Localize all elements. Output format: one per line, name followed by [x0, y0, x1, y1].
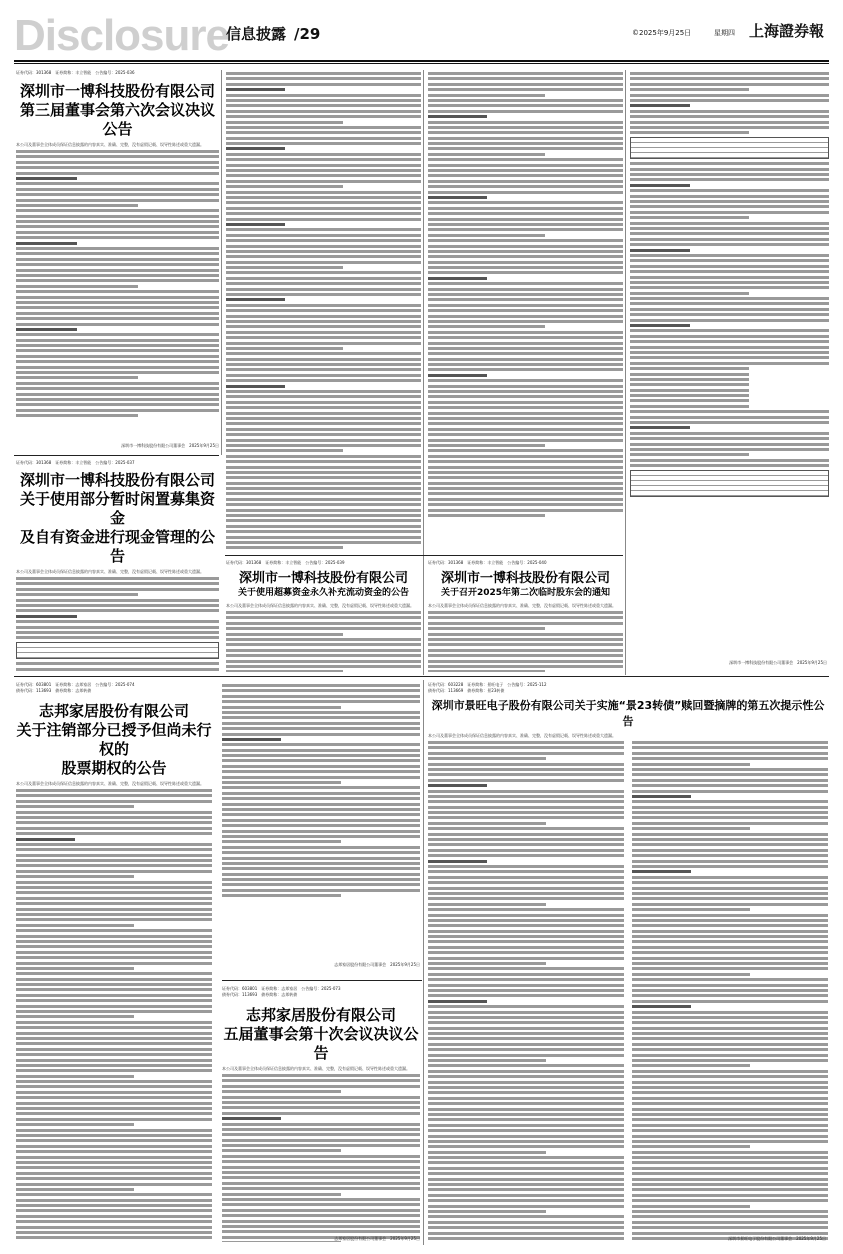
- column-divider: [423, 680, 424, 1245]
- article-stock-options: [16, 682, 212, 1242]
- signature: 深圳市一博科技股份有限公司董事会 2025年9月25日: [729, 660, 827, 665]
- article-continuation: [630, 70, 829, 630]
- article-continuation: [428, 70, 623, 550]
- masthead: [14, 8, 829, 64]
- signature: 志邦家居股份有限公司董事会 2025年9月25日: [334, 1236, 420, 1241]
- article-title: 关于注销部分已授予但尚未行权的: [16, 721, 212, 758]
- article-title: 关于召开2025年第二次临时股东会的通知: [440, 588, 611, 598]
- column-divider: [423, 70, 424, 675]
- article-body: [428, 611, 623, 672]
- article-title: 志邦家居股份有限公司: [38, 702, 189, 720]
- disclaimer: 本公司及董事会全体成员保证信息披露的内容真实、准确、完整，没有虚假记载、误导性陈述或重大遗漏。: [428, 733, 616, 738]
- article-body: [222, 684, 420, 972]
- disclaimer: 本公司及董事会全体成员保证信息披露的内容真实、准确、完整，没有虚假记载、误导性陈述或重大遗漏。: [16, 781, 204, 786]
- article-divider: [225, 555, 623, 556]
- signature: 深圳市一博科技股份有限公司董事会 2025年9月25日: [121, 443, 219, 448]
- data-table: [630, 137, 829, 159]
- section-title: 信息披露: [226, 25, 287, 43]
- article-body: [630, 72, 829, 630]
- brand-logo: Disclosure: [14, 11, 229, 60]
- issue-weekday: 星期四: [714, 29, 735, 37]
- article-title: 关于使用超募资金永久补充流动资金的公告: [237, 588, 409, 598]
- stock-code-line: 证券代码：301368 证券简称：丰立智能 公告编号：2025-036: [16, 70, 135, 75]
- article-body: [226, 72, 421, 550]
- page-number: /29: [294, 25, 321, 43]
- article-body: [226, 611, 421, 672]
- article-divider: [14, 455, 219, 456]
- article-body: [16, 150, 219, 450]
- article-continuation: [222, 682, 420, 972]
- column-divider: [221, 70, 222, 455]
- article-title: 深圳市一博科技股份有限公司: [19, 82, 215, 100]
- bond-code-line: 债券代码：113693 债券简称：志邦转债: [16, 688, 92, 693]
- masthead-rule: [14, 60, 829, 62]
- article-title: 及自有资金进行现金管理的公告: [19, 528, 215, 565]
- article-title: 股票期权的公告: [61, 759, 167, 777]
- article-title: 志邦家居股份有限公司: [245, 1006, 396, 1024]
- article-over-raised-funds: [226, 560, 421, 672]
- article-title: 深圳市一博科技股份有限公司: [19, 471, 215, 489]
- article-board-resolution-zbom: [222, 986, 420, 1242]
- stock-code-line: 证券代码：301368 证券简称：丰立智能 公告编号：2025-040: [428, 560, 547, 565]
- article-cash-management: [16, 460, 219, 672]
- article-divider: [222, 980, 422, 981]
- signature: 深圳市景旺电子股份有限公司董事会 2025年9月25日: [728, 1236, 826, 1241]
- article-title: 五届董事会第十次会议决议公告: [223, 1025, 419, 1062]
- stock-code-line: 证券代码：301368 证券简称：丰立智能 公告编号：2025-039: [226, 560, 345, 565]
- article-continuation: [226, 70, 421, 550]
- article-body: [428, 739, 828, 1242]
- article-board-resolution: [16, 70, 219, 450]
- bond-code-line: 债券代码：113669 债券简称：景23转债: [428, 688, 505, 693]
- stock-code-line: 证券代码：603228 证券简称：景旺电子 公告编号：2025-112: [428, 682, 547, 687]
- disclaimer: 本公司及董事会全体成员保证信息披露的内容真实、准确、完整，没有虚假记载、误导性陈述或重大遗漏。: [226, 603, 414, 608]
- section-divider: [14, 676, 829, 677]
- newspaper-name: 上海證券報: [749, 22, 825, 40]
- data-table: [630, 470, 829, 497]
- article-body: [16, 577, 219, 672]
- data-table: [16, 642, 219, 659]
- disclaimer: 本公司及董事会全体成员保证信息披露的内容真实、准确、完整，没有虚假记载、误导性陈述或重大遗漏。: [16, 569, 204, 574]
- article-title: 深圳市景旺电子股份有限公司关于实施“景23转债”赎回暨摘牌的第五次提示性公告: [431, 699, 825, 728]
- article-title: 关于使用部分暂时闲置募集资金: [19, 490, 215, 527]
- stock-code-line: 证券代码：603801 证券简称：志邦家居 公告编号：2025-073: [222, 986, 341, 991]
- issue-date: ©2025年9月25日: [632, 29, 692, 37]
- stock-code-line: 证券代码：301368 证券简称：丰立智能 公告编号：2025-037: [16, 460, 135, 465]
- column-divider: [625, 70, 626, 675]
- article-body: [222, 1074, 420, 1242]
- disclaimer: 本公司及董事会全体成员保证信息披露的内容真实、准确、完整，没有虚假记载、误导性陈述或重大遗漏。: [222, 1066, 410, 1071]
- disclaimer: 本公司及董事会全体成员保证信息披露的内容真实、准确、完整，没有虚假记载、误导性陈述或重大遗漏。: [428, 603, 616, 608]
- stock-code-line: 证券代码：603801 证券简称：志邦家居 公告编号：2025-074: [16, 682, 135, 687]
- article-body: [428, 72, 623, 550]
- article-body: [16, 789, 212, 1242]
- disclaimer: 本公司及董事会全体成员保证信息披露的内容真实、准确、完整，没有虚假记载、误导性陈述或重大遗漏。: [16, 142, 204, 147]
- article-shareholder-meeting: [428, 560, 623, 672]
- article-title: 第三届董事会第六次会议决议公告: [19, 101, 215, 138]
- article-title: 深圳市一博科技股份有限公司: [440, 571, 610, 586]
- signature: 志邦家居股份有限公司董事会 2025年9月25日: [334, 962, 420, 967]
- article-bond-redemption: [428, 682, 828, 1242]
- masthead-rule-thin: [14, 63, 829, 64]
- bond-code-line: 债券代码：113693 债券简称：志邦转债: [222, 992, 298, 997]
- article-title: 深圳市一博科技股份有限公司: [238, 571, 408, 586]
